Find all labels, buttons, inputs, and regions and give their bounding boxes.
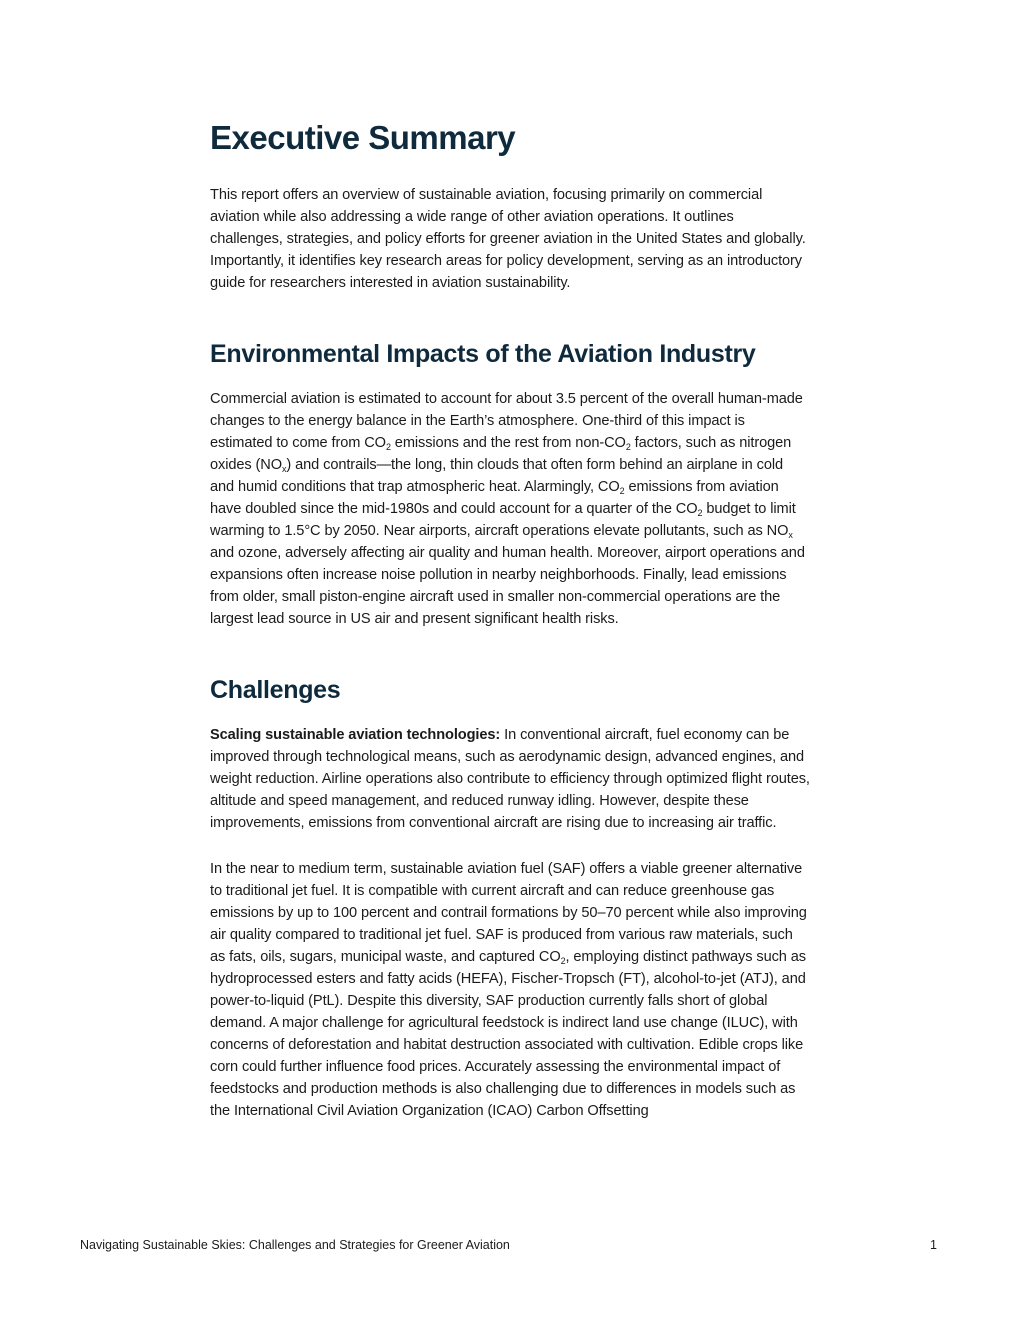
report-content	[210, 116, 810, 1122]
executive-summary-paragraph: This report offers an overview of sustainable aviation, focusing primarily on commercial aviation while also addressing a wide range of other aviation operations. It outlines challenges, strategies, and policy efforts for greener aviation in the United States and globally. Importantly, it identifies key research areas for policy development, serving as an introductory guide for researchers interested in aviation sustainability.	[210, 187, 806, 291]
scaling-technologies-paragraph: Scaling sustainable aviation technologies: In conventional aircraft, fuel economy can be improved through technological means, such as aerodynamic design, advanced engines, and weight reduction. Airline operations also contribute to efficiency through optimized flight routes, altitude and speed management, and reduced runway idling. However, despite these improvements, emissions from conventional aircraft are rising due to increasing air traffic.	[210, 727, 810, 831]
saf-paragraph: In the near to medium term, sustainable aviation fuel (SAF) offers a viable greener alternative to traditional jet fuel. It is compatible with current aircraft and can reduce greenhouse gas emissions by up to 100 percent and contrail formations by 50–70 percent while also improving air quality compared to traditional jet fuel. SAF is produced from various raw materials, such as fats, oils, sugars, municipal waste, and captured $CO_2$, employing distinct pathways such as hydroprocessed esters and fatty acids (HEFA), Fischer-Tropsch (FT), alcohol-to-jet (ATJ), and power-to-liquid (PtL). Despite this diversity, SAF production currently falls short of global demand. A major challenge for agricultural feedstock is indirect land use change (ILUC), with concerns of deforestation and habitat destruction associated with cultivation. Edible crops like corn could further influence food prices. Accurately assessing the environmental impact of feedstocks and production methods is also challenging due to differences in models such as the International Civil Aviation Organization (ICAO) Carbon Offsetting	[210, 861, 807, 1119]
challenges-heading: Challenges	[210, 676, 341, 704]
executive-summary-heading: Executive Summary	[210, 119, 516, 156]
footer-report-title: Navigating Sustainable Skies: Challenges and Strategies for Greener Aviation	[80, 1238, 510, 1252]
page-number: 1	[930, 1238, 937, 1252]
scaling-technologies-lead: Scaling sustainable aviation technologies:	[210, 727, 501, 743]
environmental-impacts-heading: Environmental Impacts of the Aviation Industry	[210, 340, 756, 368]
environmental-impacts-paragraph: Commercial aviation is estimated to account for about 3.5 percent of the overall human-made changes to the energy balance in the Earth’s atmosphere. One-third of this impact is estimated to come from $CO_2$ emissions and the rest from non-$CO_2$ factors, such as nitrogen oxides $(NO_x)$ and contrails—the long, thin clouds that often form behind an airplane in cold and humid conditions that trap atmospheric heat. Alarmingly, $CO_2$ emissions from aviation have doubled since the mid-1980s and could account for a quarter of the $CO_2$ budget to limit warming to 1.5°C by 2050. Near airports, aircraft operations elevate pollutants, such as $NO_x$ and ozone, adversely affecting air quality and human health. Moreover, airport operations and expansions often increase noise pollution in nearby neighborhoods. Finally, lead emissions from older, small piston-engine aircraft used in smaller non-commercial operations are the largest lead source in US air and present significant health risks.	[210, 391, 805, 627]
